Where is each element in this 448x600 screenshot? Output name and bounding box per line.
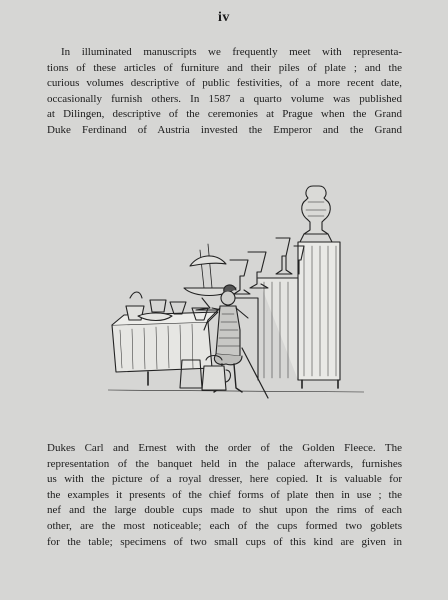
text-line: Duke Ferdinand of Austria invested the Emperor and the Grand — [47, 123, 402, 136]
text-line: In illuminated manuscripts we frequently meet with representa- — [61, 46, 402, 58]
text-line: for the table; specimens of two small cups of this kind are given in — [47, 535, 402, 548]
text-line: occasionally furnish others. In 1587 a quarto volume was published — [47, 92, 402, 105]
text-line: nef and the large double cups made to shut upon the rims of each — [47, 504, 402, 517]
text-line: at Dilingen, descriptive of the ceremonies at Prague when the Grand — [47, 108, 402, 121]
text-line: other, are the most noticeable; each of the cups formed two goblets — [47, 519, 402, 532]
text-line: us with the picture of a royal dresser, here copied. It is valuable for — [47, 473, 402, 486]
bottom-paragraph — [47, 441, 402, 550]
text-line: curious volumes descriptive of public festivities, of a more recent date, — [47, 77, 402, 90]
page-number: iv — [218, 10, 230, 25]
text-line: the examples it presents of the chief forms of plate then in use ; the — [47, 488, 402, 501]
text-line: Dukes Carl and Ernest with the order of the Golden Fleece. The — [47, 442, 402, 454]
text-line: tions of these articles of furniture and their piles of plate ; and the — [47, 61, 402, 74]
text-line: representation of the banquet held in the palace afterwards, furnishes — [47, 457, 402, 470]
royal-dresser-engraving — [108, 180, 364, 402]
top-paragraph — [47, 45, 402, 139]
engraving-illustration — [108, 180, 364, 402]
